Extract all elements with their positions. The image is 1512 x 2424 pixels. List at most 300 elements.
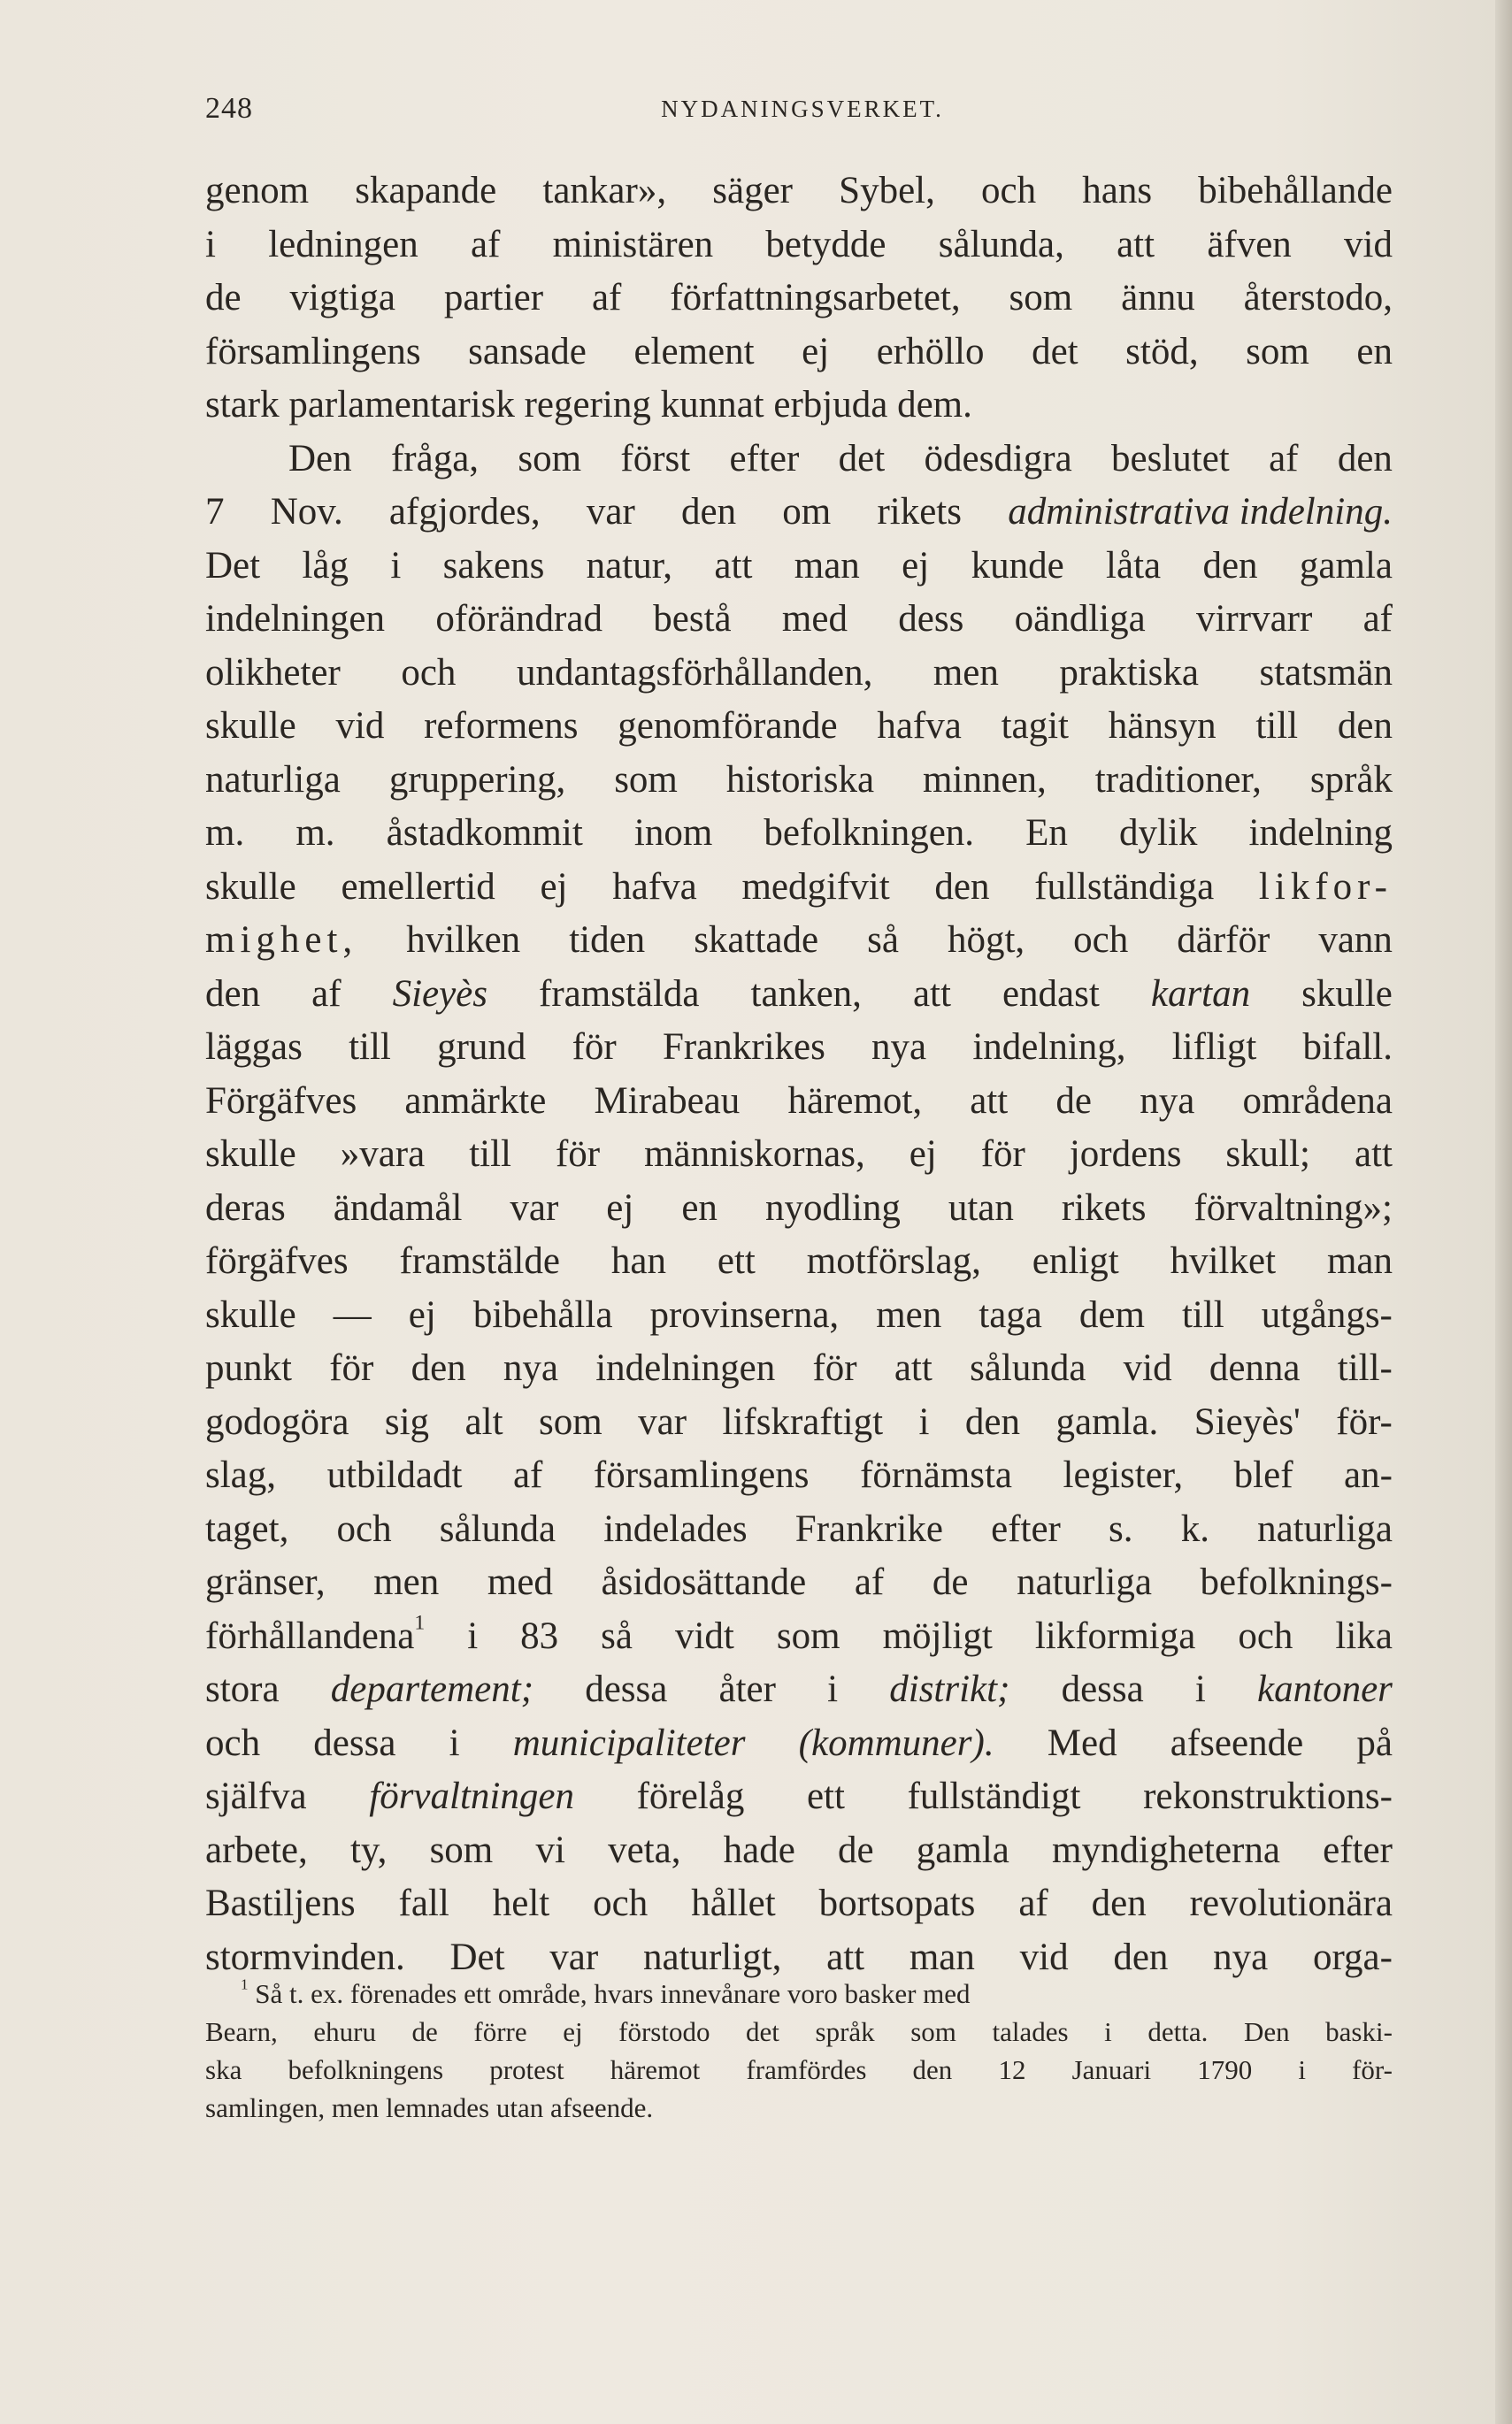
word: sålunda	[970, 1347, 1086, 1389]
word: taget,	[205, 1507, 289, 1550]
word: stöd,	[1125, 330, 1199, 372]
text-line	[205, 540, 1393, 594]
word: fråga,	[390, 437, 480, 479]
text-line	[205, 1503, 1393, 1557]
word: af	[311, 972, 342, 1015]
word: framstälda	[539, 972, 700, 1015]
word: sålunda	[439, 1507, 556, 1550]
word: genomförande	[618, 705, 838, 747]
word: nya	[503, 1347, 558, 1389]
word: tankar»,	[542, 170, 667, 211]
word: afgjordes,	[388, 491, 541, 533]
word: ministären	[552, 223, 714, 265]
word: tiden	[569, 919, 646, 961]
text-line	[205, 1877, 1393, 1931]
word: vid	[1344, 223, 1393, 265]
word: hänsyn	[1108, 705, 1217, 747]
word: praktiska	[1059, 651, 1199, 694]
word: vid	[1019, 1936, 1069, 1978]
word: i	[1104, 2016, 1112, 2047]
word: revolutionära	[1189, 1883, 1393, 1924]
word: församlingens	[593, 1454, 810, 1496]
word: i	[449, 1722, 460, 1764]
word: af	[854, 1561, 885, 1603]
word: En	[1025, 812, 1068, 854]
word: an-	[1344, 1454, 1393, 1496]
word: arbete,	[205, 1829, 308, 1871]
word: virrvarr	[1195, 598, 1313, 640]
footnote-line: $^1$ Så t. ex. förenades ett område, hvars innevånare voro basker med	[241, 1975, 971, 2009]
word: historiska	[725, 758, 875, 801]
word: vann	[1318, 919, 1393, 961]
emphasis: förvaltningen	[369, 1776, 574, 1817]
word: den	[411, 1347, 466, 1389]
word: förgäfves	[205, 1240, 349, 1282]
word: m.	[295, 812, 335, 854]
text-line	[205, 1128, 1393, 1182]
word: de	[932, 1561, 969, 1603]
word: element	[633, 330, 755, 372]
word: till	[1181, 1293, 1224, 1336]
word: och	[336, 1507, 392, 1550]
spaced-emphasis: likfor-	[1258, 865, 1393, 908]
word: människornas,	[644, 1133, 865, 1175]
word: Mirabeau	[594, 1079, 741, 1122]
text-line	[205, 1396, 1393, 1450]
word: för-	[1336, 1400, 1393, 1443]
word: skulle	[205, 1133, 296, 1175]
text-line	[205, 1075, 1393, 1129]
word: alt	[464, 1400, 503, 1443]
footnote-line	[205, 2013, 1393, 2051]
word: anmärkte	[404, 1079, 547, 1122]
word: framfördes	[746, 2054, 867, 2085]
word: språk	[815, 2016, 875, 2047]
text-line	[205, 272, 1393, 326]
word: indelning,	[972, 1026, 1126, 1068]
word: befolkningen.	[764, 812, 975, 854]
word: naturliga	[1017, 1561, 1152, 1603]
word: Med	[1047, 1722, 1117, 1764]
emphasis: distrikt;	[889, 1668, 1010, 1710]
word: reformens	[424, 705, 579, 747]
word: gamla	[1299, 544, 1393, 587]
text-line	[205, 219, 1393, 272]
emphasis: departement;	[330, 1668, 534, 1710]
word: endast	[1002, 972, 1100, 1015]
word: de	[205, 277, 242, 318]
word: befolkningens	[288, 2054, 444, 2085]
word: och	[401, 651, 457, 694]
word: det	[838, 437, 886, 479]
word: af	[1362, 598, 1393, 640]
word: Den	[288, 437, 352, 479]
word: gamla.	[1055, 1400, 1159, 1443]
word: s.	[1109, 1507, 1133, 1550]
word: och	[593, 1883, 649, 1924]
word: efter	[729, 437, 800, 479]
word: Frankrike	[794, 1507, 943, 1550]
text-line	[205, 1342, 1393, 1396]
word: rekonstruktions-	[1143, 1776, 1393, 1817]
word: lika	[1335, 1615, 1393, 1657]
word: »vara	[340, 1133, 426, 1175]
word: Nov.	[270, 491, 343, 533]
text-line	[205, 593, 1393, 647]
word: medgifvit	[741, 865, 890, 908]
footnote-line: samlingen, men lemnades utan afseende.	[205, 2092, 654, 2123]
word: naturliga	[205, 758, 341, 801]
word: som	[518, 437, 582, 479]
word: för	[572, 1026, 617, 1068]
word: sakens	[442, 544, 545, 587]
text-line	[205, 1824, 1393, 1878]
text-line: den af Sieyès framstälda tanken, att endast kartan skulle	[205, 968, 1393, 1022]
emphasis: kartan	[1150, 972, 1251, 1015]
word: den	[1202, 544, 1258, 587]
word: åsidosättande	[601, 1561, 807, 1603]
word: att	[912, 972, 951, 1015]
word: i	[918, 1400, 930, 1443]
word: återstodo,	[1243, 277, 1393, 318]
page-number: 248	[205, 92, 253, 125]
word: indelningen	[205, 598, 386, 640]
word: ej	[802, 330, 830, 372]
word: framstälde	[399, 1240, 560, 1282]
word: af	[471, 223, 501, 265]
text-line: förhållandena$^1$ i 83 så vidt som möjligt likformiga och lika	[205, 1610, 1393, 1664]
word: ännu	[1121, 277, 1195, 318]
word: som	[1009, 277, 1073, 318]
word: undantagsförhållanden,	[516, 651, 873, 694]
word: myndigheterna	[1052, 1829, 1280, 1871]
word: bifall.	[1302, 1026, 1393, 1068]
word: nya	[1213, 1936, 1269, 1978]
word: den	[680, 491, 737, 533]
word: fall	[398, 1883, 449, 1924]
word: de	[411, 2016, 438, 2047]
word: skulle	[205, 705, 296, 747]
word: emellertid	[341, 865, 495, 908]
word: var	[510, 1186, 559, 1229]
word: förre	[473, 2016, 527, 2047]
word: att	[1354, 1133, 1393, 1175]
word: som	[1246, 330, 1309, 372]
word: oförändrad	[435, 598, 602, 640]
word: kunde	[971, 544, 1064, 587]
text-line	[205, 1182, 1393, 1236]
word: nya	[871, 1026, 927, 1068]
word: äfven	[1207, 223, 1292, 265]
word: ett	[806, 1776, 845, 1817]
word: till	[469, 1133, 511, 1175]
word: dem	[1078, 1293, 1145, 1336]
word: de	[1055, 1079, 1093, 1122]
word: k.	[1180, 1507, 1209, 1550]
word: af	[1018, 1883, 1048, 1924]
word: gruppering,	[388, 758, 566, 801]
spaced-emphasis: mighet,	[205, 919, 358, 961]
word: hade	[723, 1829, 795, 1871]
word: blef	[1233, 1454, 1293, 1496]
word: erhöllo	[876, 330, 985, 372]
word: vigtiga	[289, 277, 395, 318]
text-line	[205, 700, 1393, 754]
word: ledningen	[268, 223, 418, 265]
word: det	[746, 2016, 779, 2047]
word: befolknings-	[1200, 1561, 1393, 1603]
text-line	[205, 1556, 1393, 1610]
word: gamla	[916, 1829, 1009, 1871]
word: häremot,	[787, 1079, 923, 1122]
word: om	[782, 491, 832, 533]
word: slag,	[205, 1454, 277, 1496]
word: den	[1113, 1936, 1169, 1978]
word: orga-	[1312, 1936, 1393, 1978]
word: inom	[633, 812, 713, 854]
word: stormvinden.	[205, 1936, 405, 1978]
word: traditioner,	[1094, 758, 1262, 801]
word: likformiga	[1034, 1615, 1196, 1657]
word: den	[964, 1400, 1021, 1443]
word: skapande	[355, 170, 497, 211]
footnote-line	[205, 2051, 1393, 2089]
word: områdena	[1242, 1079, 1393, 1122]
word: dessa	[585, 1668, 668, 1710]
word: sig	[384, 1400, 430, 1443]
text-line	[205, 433, 1393, 487]
word: tagit	[1001, 705, 1070, 747]
word: dessa	[1061, 1668, 1144, 1710]
emphasis: municipaliteter	[512, 1722, 746, 1764]
word: taga	[979, 1293, 1042, 1336]
word: åstadkommit	[386, 812, 583, 854]
word: och	[981, 170, 1037, 211]
word: utgångs-	[1261, 1293, 1393, 1336]
word: förstodo	[618, 2016, 710, 2047]
word: bestå	[653, 598, 732, 640]
word: var	[638, 1400, 687, 1443]
emphasis: administrativa indelning.	[1008, 491, 1393, 533]
word: och	[1073, 919, 1129, 961]
word: en	[681, 1186, 718, 1229]
word: skull;	[1225, 1133, 1310, 1175]
word: Den	[1243, 2016, 1290, 2047]
word: lifskraftigt	[722, 1400, 884, 1443]
word: ej	[540, 865, 568, 908]
word: som	[614, 758, 678, 801]
word: låta	[1106, 544, 1162, 587]
page-edge	[1495, 0, 1512, 2424]
word: möjligt	[882, 1615, 993, 1657]
word: i	[205, 223, 216, 265]
word: naturliga	[1257, 1507, 1393, 1550]
word: för-	[1352, 2054, 1393, 2085]
word: hafva	[612, 865, 697, 908]
word: ty,	[349, 1829, 388, 1871]
word: med	[781, 598, 848, 640]
word: den	[1337, 437, 1393, 479]
word: Januari	[1071, 2054, 1152, 2085]
word: sansade	[468, 330, 587, 372]
word: hafva	[877, 705, 962, 747]
word: språk	[1309, 758, 1393, 801]
word: så	[867, 919, 899, 961]
running-head: NYDANINGSVERKET.	[661, 96, 944, 122]
word: med	[487, 1561, 553, 1603]
word: indelning	[1248, 812, 1393, 854]
word: af	[512, 1454, 543, 1496]
word: rikets	[877, 491, 962, 533]
text-line	[205, 754, 1393, 808]
word: i	[467, 1615, 479, 1657]
word: nyodling	[764, 1186, 901, 1229]
word: läggas	[205, 1026, 303, 1068]
text-line: själfva förvaltningen förelåg ett fullständigt rekonstruktions-	[205, 1770, 1393, 1824]
word: Det	[205, 544, 261, 587]
word: naturligt,	[642, 1936, 782, 1978]
word: för	[555, 1133, 601, 1175]
word: vi	[535, 1829, 565, 1871]
word: af	[591, 277, 622, 318]
text-line	[205, 914, 1393, 968]
word: nya	[1140, 1079, 1195, 1122]
word: efter	[1323, 1829, 1393, 1871]
page-header	[205, 92, 1400, 136]
footnotes	[205, 1975, 1393, 2127]
word: minnen,	[923, 758, 1047, 801]
text-line	[205, 165, 1393, 219]
word: punkt	[205, 1347, 292, 1389]
emphasis: kantoner	[1257, 1668, 1393, 1710]
word: att	[1117, 223, 1155, 265]
word: författningsarbetet,	[670, 277, 961, 318]
word: genom	[205, 170, 310, 211]
word: i	[1298, 2054, 1306, 2085]
word: i	[390, 544, 402, 587]
word: men	[933, 651, 999, 694]
text-line	[205, 1717, 1393, 1771]
emphasis: (kommuner).	[798, 1722, 994, 1764]
word: 7	[205, 491, 225, 533]
word: och	[1238, 1615, 1293, 1657]
word: baski-	[1325, 2016, 1393, 2047]
word: dylik	[1119, 812, 1198, 854]
word: statsmän	[1259, 651, 1393, 694]
word: den	[1337, 705, 1393, 747]
word: som	[776, 1615, 840, 1657]
word: för	[980, 1133, 1025, 1175]
word: detta.	[1147, 2016, 1209, 2047]
word: att	[714, 544, 753, 587]
word: att	[894, 1347, 933, 1389]
footnote-marker: 1	[414, 1611, 426, 1635]
word: och	[205, 1722, 261, 1764]
word: betydde	[765, 223, 886, 265]
word: gränser,	[205, 1561, 326, 1603]
word: vid	[1123, 1347, 1172, 1389]
word: häremot	[610, 2054, 701, 2085]
word: ödesdigra	[924, 437, 1072, 479]
word: sålunda,	[938, 223, 1064, 265]
word: skulle	[205, 865, 296, 908]
word: veta,	[608, 1829, 681, 1871]
word: hållet	[691, 1883, 776, 1924]
word: först	[620, 437, 691, 479]
word: m.	[205, 812, 245, 854]
word: dessa	[313, 1722, 396, 1764]
word: skattade	[694, 919, 819, 961]
word: men	[373, 1561, 440, 1603]
word: i	[1194, 1668, 1206, 1710]
word: ej	[902, 544, 930, 587]
word: men	[876, 1293, 942, 1336]
word: säger	[712, 170, 793, 211]
word: som	[429, 1829, 494, 1871]
footnote-number: 1	[241, 1975, 249, 1993]
word: afseende	[1170, 1722, 1304, 1764]
word: utan	[948, 1186, 1014, 1229]
word: utbildadt	[326, 1454, 463, 1496]
word: ehuru	[313, 2016, 376, 2047]
word: helt	[492, 1883, 550, 1924]
word: åter	[718, 1668, 776, 1710]
word: Sybel,	[839, 170, 935, 211]
word: den	[1091, 1883, 1147, 1924]
word: Sieyès'	[1193, 1400, 1301, 1443]
word: så	[601, 1615, 633, 1657]
word: fullständiga	[1034, 865, 1215, 908]
word: han	[610, 1240, 666, 1282]
word: förvaltning»;	[1193, 1186, 1393, 1229]
word: provinserna,	[649, 1293, 840, 1336]
word: olikheter	[205, 651, 341, 694]
word: tanken,	[750, 972, 862, 1015]
text-line	[205, 861, 1393, 915]
word: ej	[408, 1293, 436, 1336]
word: dess	[898, 598, 964, 640]
word: beslutet	[1111, 437, 1230, 479]
emphasis: Sieyès	[392, 972, 487, 1015]
word: efter	[991, 1507, 1061, 1550]
word: som	[910, 2016, 956, 2047]
text-line	[205, 647, 1393, 701]
word: att	[970, 1079, 1009, 1122]
word: bibehålla	[472, 1293, 613, 1336]
text-line: stark parlamentarisk regering kunnat erbjuda dem.	[205, 384, 972, 426]
text-line	[205, 1021, 1393, 1075]
word: jordens	[1069, 1133, 1182, 1175]
word: vidt	[674, 1615, 734, 1657]
text-line	[205, 1289, 1393, 1343]
word: Frankrikes	[662, 1026, 825, 1068]
word: bortsopats	[818, 1883, 976, 1924]
word: ett	[717, 1240, 756, 1282]
word: ej	[606, 1186, 634, 1229]
word: Det	[449, 1936, 505, 1978]
word: Förgäfves	[205, 1079, 357, 1122]
word: därför	[1177, 919, 1270, 961]
word: den	[912, 2054, 953, 2085]
word: natur,	[586, 544, 673, 587]
word: de	[838, 1829, 874, 1871]
text-line	[205, 1449, 1393, 1503]
word: ej	[909, 1133, 937, 1175]
word: indelades	[603, 1507, 748, 1550]
word: oändliga	[1014, 598, 1146, 640]
word: till	[349, 1026, 391, 1068]
text-line	[205, 486, 1393, 540]
